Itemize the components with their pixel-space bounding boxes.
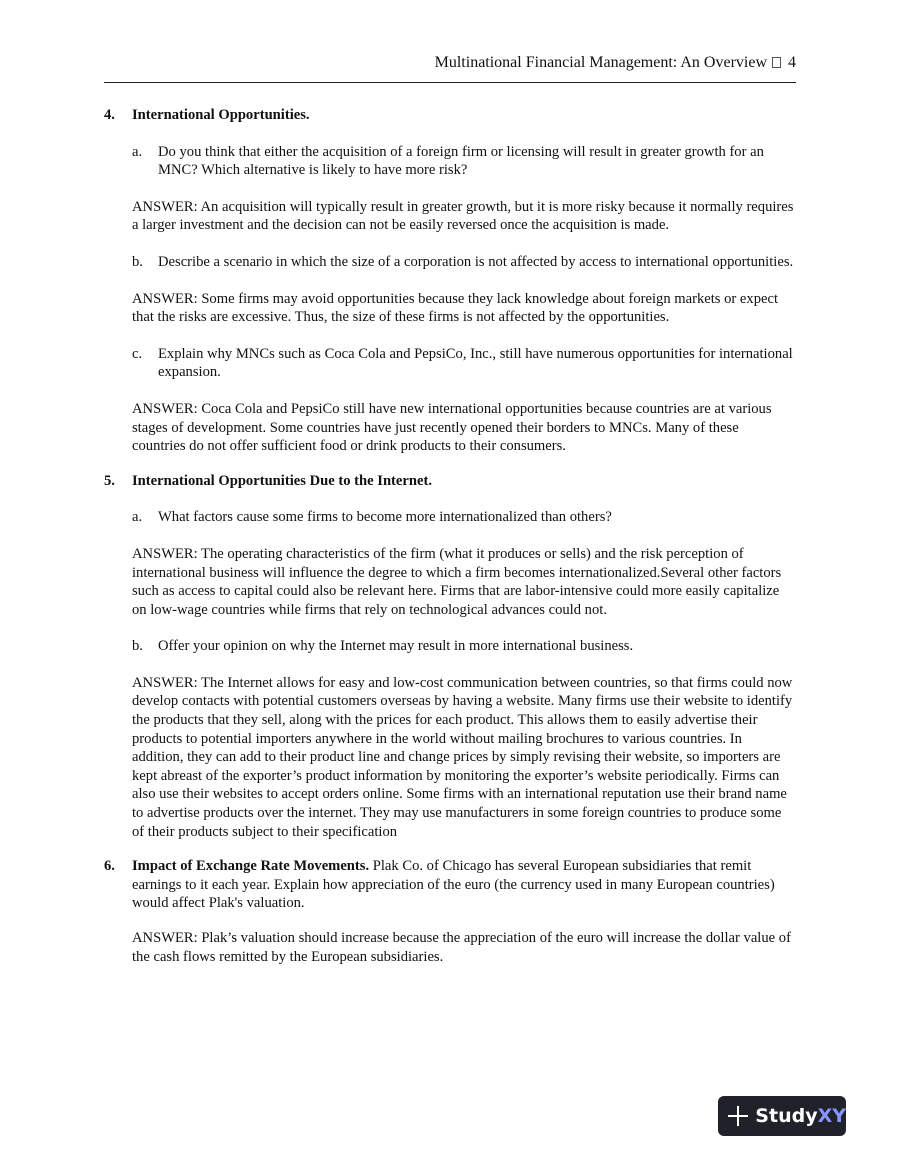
question-text: Offer your opinion on why the Internet may result in more international business. (158, 638, 634, 655)
brand-main: Study (755, 1105, 818, 1127)
page-content (104, 106, 794, 982)
question-letter: a. (132, 509, 143, 526)
answer-4c: ANSWER: Coca Cola and PepsiCo still have new international opportunities because countries are at various stages of development. Some countries have just recently opened their borders to MNCs. Many of these countries do not offer sufficient food or drink products to their consumers. (132, 400, 772, 455)
question-text: What factors cause some firms to become more internationalized than others? (158, 509, 612, 526)
section-title: International Opportunities. (132, 107, 310, 123)
question-5a (104, 508, 794, 527)
section-number: 6. (104, 858, 115, 875)
question-text: Describe a scenario in which the size of a corporation is not affected by access to international opportunities. (158, 253, 794, 270)
section-4 (104, 106, 794, 456)
question-4b (104, 253, 794, 272)
question-letter: b. (132, 638, 143, 655)
question-4a (104, 143, 794, 180)
section-body: Plak Co. of Chicago has several European subsidiaries that remit earnings to it each year. Explain how appreciation of the euro (the currency used in many European countries) would affect Plak's valuation. (132, 858, 775, 912)
studyxy-badge (718, 1096, 846, 1136)
header-box-icon (772, 57, 781, 68)
answer-6: ANSWER: Plak’s valuation should increase because the appreciation of the euro will increase the dollar value of the cash flows remitted by the European subsidiaries. (132, 930, 791, 965)
page-header (104, 52, 796, 83)
plus-icon (728, 1106, 747, 1126)
answer-4a: ANSWER: An acquisition will typically result in greater growth, but it is more risky because it normally requires a larger investment and the decision can not be easily reversed once the acquisition is made. (132, 198, 794, 234)
question-4c (104, 345, 794, 382)
question-text: Do you think that either the acquisition of a foreign firm or licensing will result in greater growth for an MNC? Which alternative is likely to have more risk? (158, 143, 764, 179)
question-text: Explain why MNCs such as Coca Cola and PepsiCo, Inc., still have numerous opportunities for international expansion. (158, 345, 793, 381)
section-5 (104, 472, 794, 842)
section-title: Impact of Exchange Rate Movements. (132, 858, 370, 875)
question-5b (104, 637, 794, 656)
brand-logo (755, 1105, 846, 1127)
answer-4b: ANSWER: Some firms may avoid opportunities because they lack knowledge about foreign markets or expect that the risks are excessive. Thus, the size of these firms is not affected by the opportunities. (132, 290, 779, 326)
section-6-text (132, 857, 794, 913)
section-title: International Opportunities Due to the Internet. (132, 472, 432, 489)
brand-accent: XY (817, 1105, 846, 1127)
section-6 (104, 857, 794, 966)
section-number: 5. (104, 472, 115, 489)
question-letter: b. (132, 253, 143, 270)
question-letter: a. (132, 143, 143, 160)
section-number: 4. (104, 107, 115, 123)
header-text (435, 54, 796, 72)
page-number: 4 (788, 54, 796, 71)
question-letter: c. (132, 345, 143, 362)
answer-5b: ANSWER: The Internet allows for easy and low-cost communication between countries, so that firms could now develop contacts with potential customers overseas by having a website. Many firms use their website to identify the products that they sell, along with the prices for each product. This allows them to easily advertise their products to potential importers anywhere in the world without mailing brochures to various countries. In addition, they can add to their product line and change prices by simply revising their website, so importers are kept abreast of the exporter’s product information by monitoring the exporter’s website periodically. Firms can also use their websites to accept orders online. Some firms with an international reputation use their brand name to advertise products over the internet. They may use manufacturers in some foreign countries to produce some of their products subject to their specification (132, 674, 793, 840)
header-title: Multinational Financial Management: An Overview (434, 54, 767, 71)
answer-5a: ANSWER: The operating characteristics of the firm (what it produces or sells) and the risk perception of international business will influence the degree to which a firm becomes internationalized.Several other factors such as access to capital could also be relevant here. Firms that are labor-intensive could more easily capitalize on low-wage countries while firms that rely on technological advances could not. (132, 545, 782, 618)
